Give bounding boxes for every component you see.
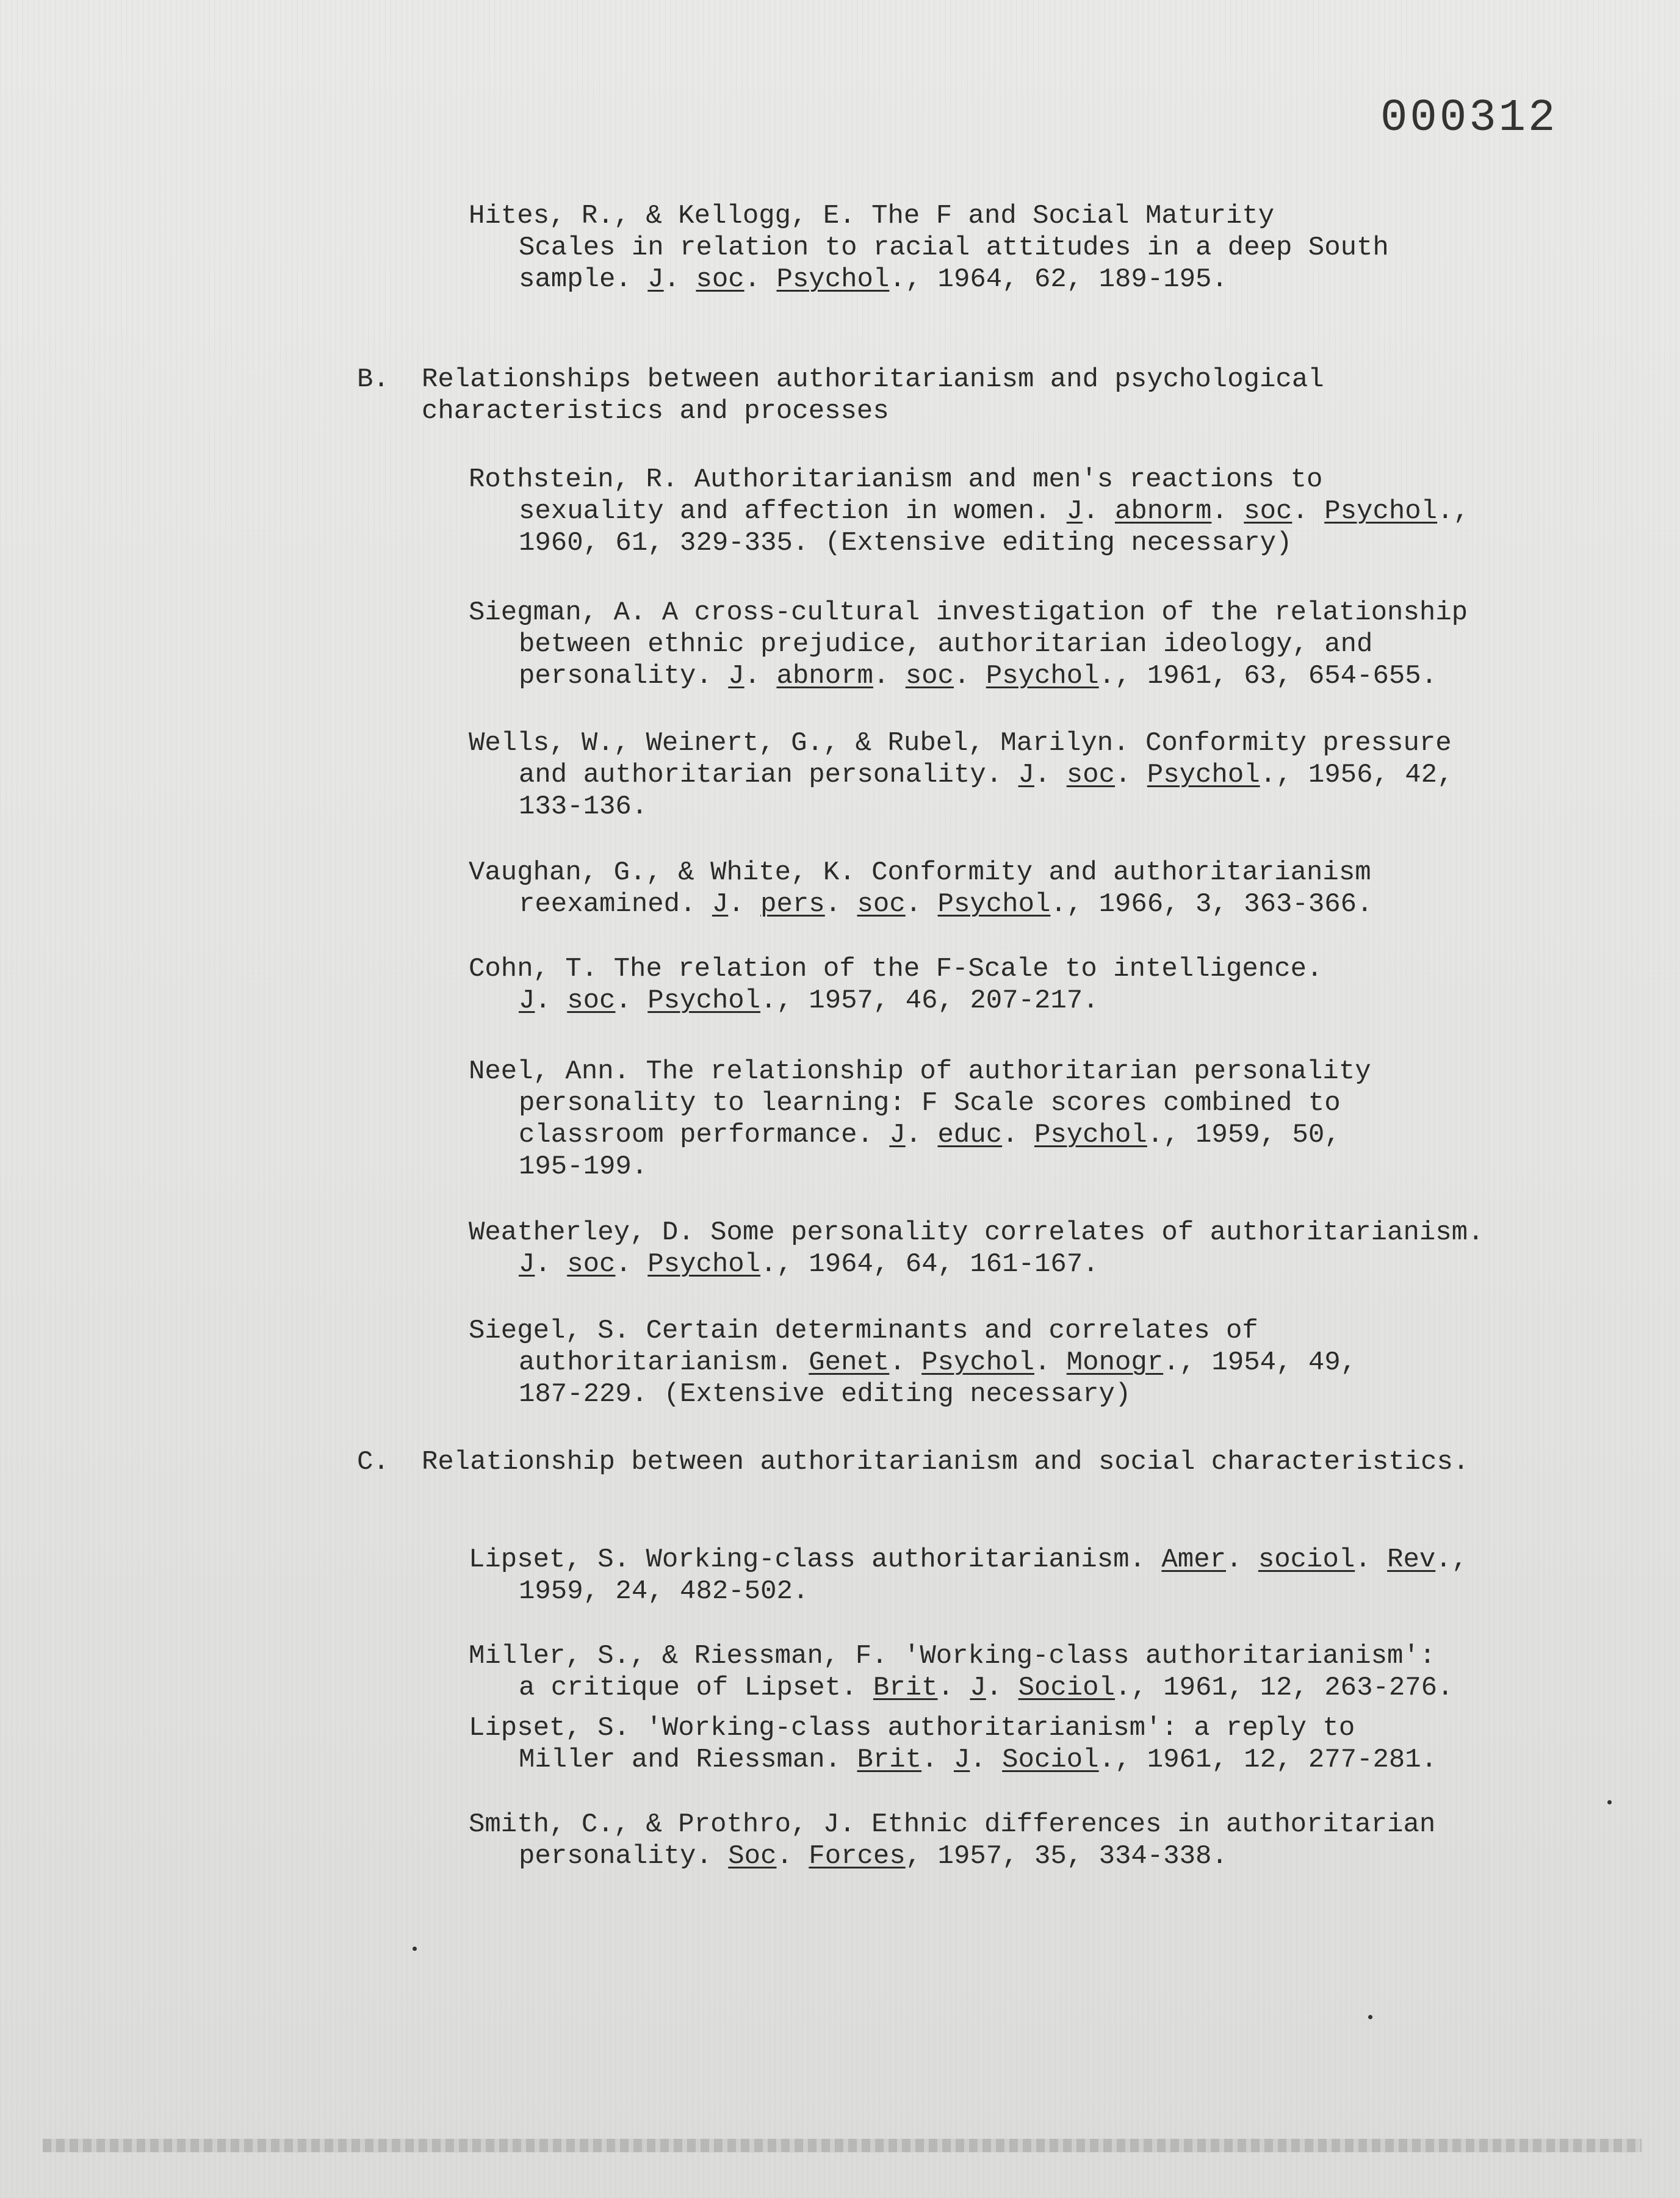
- reference-entry-neel: Neel, Ann. The relationship of authoritarian personality personality to learning: F Scale scores combined to classroom performance. J. educ. Psychol., 1959, 50, 195-199.: [469, 1056, 1371, 1182]
- reference-entry-wells: Wells, W., Weinert, G., & Rubel, Marilyn. Conformity pressure and authoritarian personality. J. soc. Psychol., 1956, 42, 133-136.: [469, 728, 1454, 822]
- reference-line: Hites, R., & Kellogg, E. The F and Social Maturity: [469, 201, 1275, 231]
- scan-bottom-edge: [43, 2139, 1642, 2152]
- reference-entry-cohn: Cohn, T. The relation of the F-Scale to intelligence. J. soc. Psychol., 1957, 46, 207-217.: [469, 954, 1323, 1016]
- reference-entry-hites: [469, 200, 1530, 295]
- section-heading-b: B. Relationships between authoritarianism and psychological characteristics and processes: [357, 364, 1324, 427]
- reference-line: sample. J. soc. Psychol., 1964, 62, 189-195.: [519, 264, 1228, 295]
- reference-entry-vaughan: Vaughan, G., & White, K. Conformity and authoritarianism reexamined. J. pers. soc. Psychol., 1966, 3, 363-366.: [469, 857, 1373, 920]
- stray-mark: [1368, 2015, 1372, 2019]
- reference-entry-lipset-2: Lipset, S. 'Working-class authoritarianism': a reply to Miller and Riessman. Brit. J. Sociol., 1961, 12, 277-281.: [469, 1713, 1438, 1775]
- reference-entry-lipset-1: Lipset, S. Working-class authoritarianism. Amer. sociol. Rev., 1959, 24, 482-502.: [469, 1544, 1468, 1607]
- reference-entry-weatherley: Weatherley, D. Some personality correlates of authoritarianism. J. soc. Psychol., 1964, 64, 161-167.: [469, 1217, 1484, 1280]
- reference-entry-rothstein: Rothstein, R. Authoritarianism and men's reactions to sexuality and affection in women. J. abnorm. soc. Psychol., 1960, 61, 329-335. (Extensive editing necessary): [469, 464, 1469, 558]
- section-heading-c: C. Relationship between authoritarianism and social characteristics.: [357, 1447, 1469, 1477]
- page-number: 000312: [1380, 93, 1558, 144]
- reference-entry-smith: Smith, C., & Prothro, J. Ethnic differences in authoritarian personality. Soc. Forces, 1957, 35, 334-338.: [469, 1809, 1436, 1872]
- reference-entry-miller: Miller, S., & Riessman, F. 'Working-class authoritarianism': a critique of Lipset. Brit. J. Sociol., 1961, 12, 263-276.: [469, 1641, 1454, 1703]
- reference-entry-siegel: Siegel, S. Certain determinants and correlates of authoritarianism. Genet. Psychol. Monogr., 1954, 49, 187-229. (Extensive editing necessary): [469, 1316, 1357, 1410]
- reference-entry-siegman: Siegman, A. A cross-cultural investigation of the relationship between ethnic prejudice, authoritarian ideology, and personality. J. abnorm. soc. Psychol., 1961, 63, 654-655.: [469, 597, 1468, 691]
- reference-line: Scales in relation to racial attitudes in a deep South: [519, 232, 1389, 263]
- stray-mark: [1607, 1800, 1612, 1804]
- stray-mark: [413, 1947, 417, 1951]
